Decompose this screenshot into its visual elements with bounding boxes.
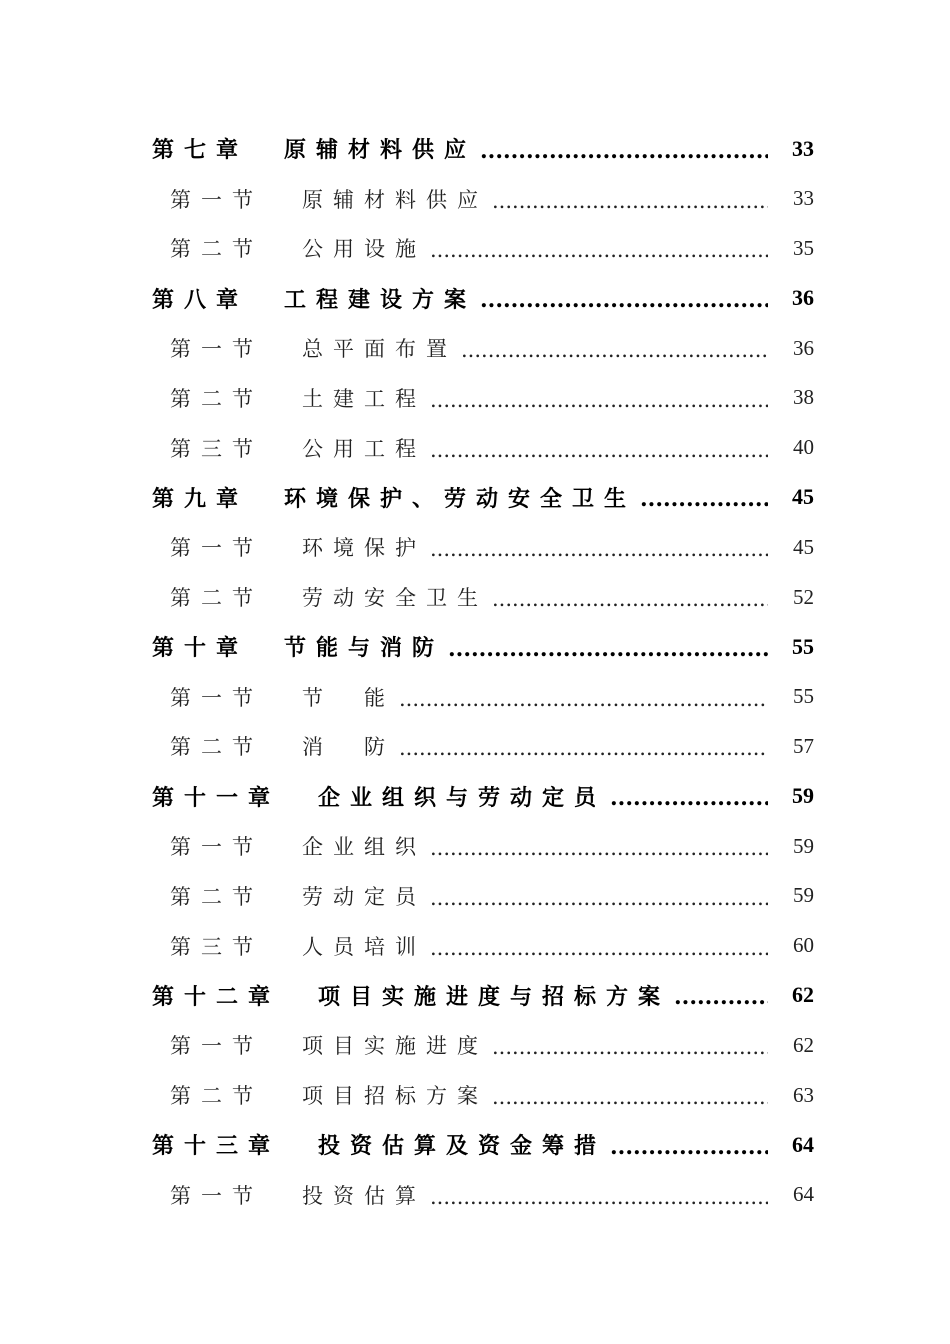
dot-leader bbox=[640, 486, 768, 512]
dot-leader bbox=[492, 1035, 768, 1059]
page-number: 36 bbox=[792, 285, 814, 311]
chapter-title: 原辅材料供应 bbox=[284, 137, 477, 164]
chapter-title: 工程建设方案 bbox=[284, 286, 477, 313]
section-title: 总平面布置 bbox=[302, 337, 457, 362]
dot-leader bbox=[480, 138, 768, 164]
section-title: 土建工程 bbox=[302, 386, 426, 411]
section-number: 第二节 bbox=[170, 586, 263, 611]
section-number: 第一节 bbox=[170, 685, 263, 710]
chapter-title: 企业组织与劳动定员 bbox=[318, 784, 607, 811]
section-title: 项目招标方案 bbox=[302, 1084, 488, 1109]
chapter-number: 第十一章 bbox=[152, 784, 281, 811]
dot-leader bbox=[430, 438, 768, 462]
section-number: 第一节 bbox=[170, 187, 263, 212]
section-number: 第二节 bbox=[170, 237, 263, 262]
chapter-number: 第十二章 bbox=[152, 983, 281, 1010]
toc-section[interactable] bbox=[152, 572, 814, 622]
section-number: 第一节 bbox=[170, 536, 263, 561]
section-number: 第三节 bbox=[170, 436, 263, 461]
page-number: 33 bbox=[792, 135, 814, 161]
toc-section[interactable] bbox=[152, 522, 814, 572]
section-number: 第一节 bbox=[170, 337, 263, 362]
page-number: 55 bbox=[793, 684, 814, 709]
dot-leader bbox=[430, 238, 768, 262]
page-number: 45 bbox=[793, 534, 814, 559]
toc-section[interactable] bbox=[152, 921, 814, 971]
toc-chapter-11[interactable] bbox=[152, 771, 814, 821]
toc-section[interactable] bbox=[152, 821, 814, 871]
dot-leader bbox=[430, 836, 768, 860]
dot-leader bbox=[480, 287, 768, 313]
page-number: 38 bbox=[793, 385, 814, 410]
toc-section[interactable] bbox=[152, 323, 814, 373]
dot-leader bbox=[430, 1185, 768, 1209]
page-number: 60 bbox=[793, 933, 814, 958]
toc-chapter-12[interactable] bbox=[152, 971, 814, 1021]
page-number: 59 bbox=[792, 783, 814, 809]
section-title: 环境保护 bbox=[302, 536, 426, 561]
chapter-number: 第九章 bbox=[152, 485, 249, 512]
toc-section[interactable] bbox=[152, 871, 814, 921]
page-number: 33 bbox=[793, 186, 814, 211]
toc-section[interactable] bbox=[152, 373, 814, 423]
section-title: 项目实施进度 bbox=[302, 1034, 488, 1059]
dot-leader bbox=[492, 189, 768, 213]
dot-leader bbox=[430, 388, 768, 412]
toc-section[interactable] bbox=[152, 722, 814, 772]
dot-leader bbox=[430, 537, 768, 561]
toc-section[interactable] bbox=[152, 1170, 814, 1220]
toc-section[interactable] bbox=[152, 423, 814, 473]
chapter-number: 第八章 bbox=[152, 286, 249, 313]
section-title: 节 能 bbox=[302, 685, 395, 710]
page-number: 64 bbox=[792, 1131, 814, 1157]
dot-leader bbox=[448, 636, 768, 662]
dot-leader bbox=[610, 1134, 768, 1160]
dot-leader bbox=[610, 785, 768, 811]
chapter-title: 项目实施进度与招标方案 bbox=[318, 983, 671, 1010]
page-number: 62 bbox=[793, 1032, 814, 1057]
page-number: 59 bbox=[793, 833, 814, 858]
section-number: 第三节 bbox=[170, 934, 263, 959]
toc-chapter-7[interactable] bbox=[152, 124, 814, 174]
chapter-number: 第十三章 bbox=[152, 1133, 281, 1160]
toc-section[interactable] bbox=[152, 224, 814, 274]
chapter-title: 节能与消防 bbox=[284, 635, 445, 662]
section-title: 公用设施 bbox=[302, 237, 426, 262]
dot-leader bbox=[461, 338, 768, 362]
section-title: 劳动安全卫生 bbox=[302, 586, 488, 611]
section-number: 第二节 bbox=[170, 1084, 263, 1109]
page-number: 52 bbox=[793, 584, 814, 609]
section-number: 第一节 bbox=[170, 1183, 263, 1208]
dot-leader bbox=[674, 984, 768, 1010]
section-title: 劳动定员 bbox=[302, 884, 426, 909]
page-number: 35 bbox=[793, 235, 814, 260]
page-number: 63 bbox=[793, 1082, 814, 1107]
dot-leader bbox=[492, 1085, 768, 1109]
section-number: 第二节 bbox=[170, 884, 263, 909]
section-number: 第一节 bbox=[170, 1034, 263, 1059]
section-title: 消 防 bbox=[302, 735, 395, 760]
toc-chapter-10[interactable] bbox=[152, 622, 814, 672]
dot-leader bbox=[399, 687, 768, 711]
section-title: 投资估算 bbox=[302, 1183, 426, 1208]
section-number: 第二节 bbox=[170, 735, 263, 760]
chapter-number: 第七章 bbox=[152, 137, 249, 164]
toc-section[interactable] bbox=[152, 672, 814, 722]
toc-section[interactable] bbox=[152, 1070, 814, 1120]
section-title: 公用工程 bbox=[302, 436, 426, 461]
page-number: 45 bbox=[792, 484, 814, 510]
table-of-contents bbox=[152, 124, 814, 1220]
chapter-title: 环境保护、劳动安全卫生 bbox=[284, 485, 637, 512]
section-number: 第二节 bbox=[170, 386, 263, 411]
page-number: 64 bbox=[793, 1182, 814, 1207]
toc-chapter-9[interactable] bbox=[152, 473, 814, 523]
chapter-title: 投资估算及资金筹措 bbox=[318, 1133, 607, 1160]
page-number: 36 bbox=[793, 335, 814, 360]
page-number: 55 bbox=[792, 633, 814, 659]
dot-leader bbox=[492, 587, 768, 611]
toc-section[interactable] bbox=[152, 1020, 814, 1070]
dot-leader bbox=[399, 736, 768, 760]
section-title: 人员培训 bbox=[302, 934, 426, 959]
section-title: 企业组织 bbox=[302, 835, 426, 860]
section-number: 第一节 bbox=[170, 835, 263, 860]
page-number: 40 bbox=[793, 435, 814, 460]
chapter-number: 第十章 bbox=[152, 635, 249, 662]
toc-chapter-8[interactable] bbox=[152, 273, 814, 323]
toc-section[interactable] bbox=[152, 174, 814, 224]
dot-leader bbox=[430, 936, 768, 960]
page-number: 59 bbox=[793, 883, 814, 908]
page-number: 62 bbox=[792, 982, 814, 1008]
page-number: 57 bbox=[793, 733, 814, 758]
section-title: 原辅材料供应 bbox=[302, 187, 488, 212]
dot-leader bbox=[430, 886, 768, 910]
toc-chapter-13[interactable] bbox=[152, 1120, 814, 1170]
